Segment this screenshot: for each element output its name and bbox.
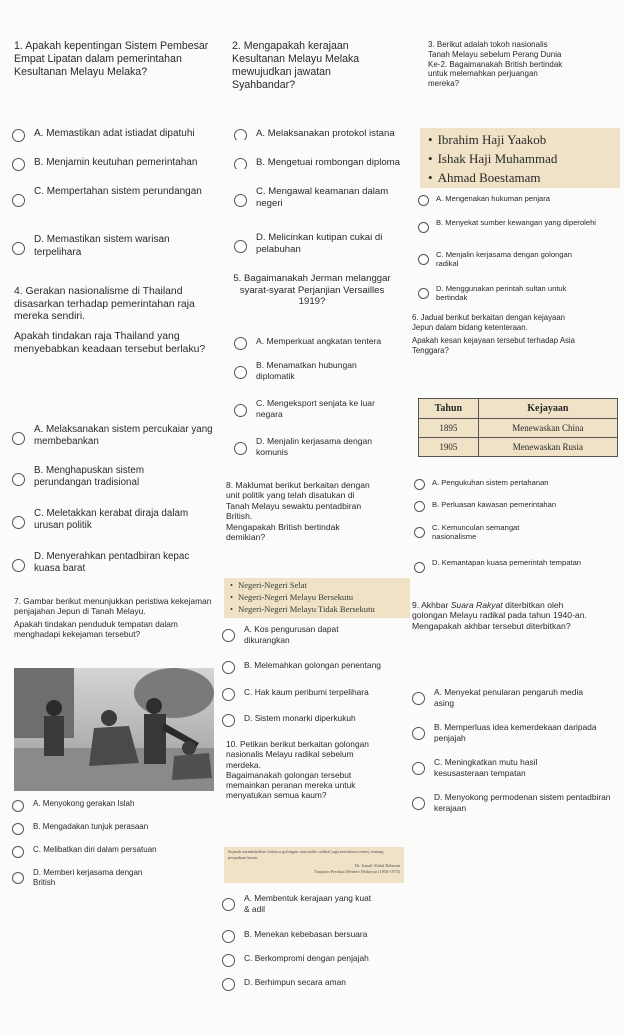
q3-option-c[interactable]: C. Menjalin kerjasama dengan golongan radikal — [418, 250, 578, 269]
q4-option-d[interactable]: D. Menyerahkan pentadbiran kepac kuasa barat — [12, 551, 217, 575]
question-1-text: 1. Apakah kepentingan Sistem Pembesar Empat Lipatan dalam pemerintahan Kesultanan Melayu Melaka? — [14, 40, 209, 78]
political-units-box — [224, 578, 410, 618]
radio-circle[interactable] — [412, 727, 425, 740]
question-9-prefix: 9. Akhbar — [412, 600, 451, 610]
q4-option-c[interactable]: C. Meletakkan kerabat diraja dalam urusan politik — [12, 508, 217, 532]
question-10-prompt: Bagaimanakah golongan tersebut memainkan peranan mereka untuk menyatukan semua kaum? — [226, 769, 356, 801]
quote-text: Sejarah membuktikan bahawa golongan nasionalis radikal juga membawa mesej tentang perpaduan kaum. — [228, 849, 384, 860]
q9-option-d[interactable]: D. Menyokong permodenan sistem pentadbiran kerajaan — [412, 792, 617, 813]
nationalist-names-box — [420, 128, 620, 188]
question-2-text: 2. Mengapakah kerajaan Kesultanan Melayu Melaka mewujudkan jawatan Syahbandar? — [232, 40, 360, 91]
q9-option-c[interactable]: C. Meningkatkan mutu hasil kesusasteraan tempatan — [412, 757, 592, 778]
photo-illustration — [14, 668, 214, 791]
radio-circle[interactable] — [222, 978, 235, 991]
table-cell: Menewaskan China — [478, 419, 617, 438]
radio-circle[interactable] — [418, 288, 429, 299]
question-4-text: 4. Gerakan nasionalisme di Thailand disasarkan terhadap pemerintahan raja mereka sendiri. — [14, 286, 195, 323]
radio-circle[interactable] — [222, 661, 235, 674]
radio-circle[interactable] — [12, 158, 25, 171]
q10-option-a[interactable]: A. Membentuk kerajaan yang kuat & adil — [222, 893, 372, 914]
question-8-text: 8. Maklumat berikut berkaitan dengan unit politik yang telah disatukan di Tanah Melayu sewaktu pentadbiran British. — [226, 480, 370, 522]
q1-option-a[interactable]: A. Memastikan adat istiadat dipatuhi — [12, 128, 222, 141]
q7-option-d[interactable]: D. Memberi kerjasama dengan British — [12, 868, 162, 888]
question-5 — [232, 273, 392, 308]
q9-option-a[interactable]: A. Menyekat penularan pengaruh media asing — [412, 687, 602, 708]
q1-option-c[interactable]: C. Mempertahan sistem perundangan — [12, 186, 202, 199]
q6-option-d[interactable]: D. Kemantapan kuasa pemerintah tempatan — [414, 558, 594, 567]
q7-option-c[interactable]: C. Melibatkan diri dalam persatuan — [12, 845, 212, 855]
question-8 — [226, 480, 376, 543]
question-7-text: 7. Gambar berikut menunjukkan peristiwa kekejaman penjajahan Jepun di Tanah Melayu. — [14, 596, 212, 617]
name-item: • Ishak Haji Muhammad — [428, 149, 620, 168]
table-cell: 1895 — [419, 419, 479, 438]
quote-source: Tinjauan Perdana Menteri Malaysia (1950-1975) — [314, 868, 400, 874]
radio-circle[interactable] — [12, 872, 24, 884]
q4-option-a[interactable]: A. Melaksanakan sistem percukaiar yang membebankan — [12, 424, 217, 448]
q1-option-d[interactable]: D. Memastikan sistem warisan terpelihara — [12, 234, 217, 259]
q6-option-b[interactable]: B. Perluasan kawasan pemerintahan — [414, 500, 619, 509]
question-7 — [14, 596, 214, 639]
q2-option-c[interactable]: C. Mengawal keamanan dalam negeri — [234, 186, 414, 210]
question-8-prompt: Mengapakah British bertindak demikian? — [226, 521, 340, 543]
radio-circle[interactable] — [12, 516, 25, 529]
radio-circle[interactable] — [12, 129, 25, 142]
radio-circle[interactable] — [12, 432, 25, 445]
radio-circle[interactable] — [234, 404, 247, 417]
radio-circle[interactable] — [234, 194, 247, 207]
q5-option-d[interactable]: D. Menjalin kerjasama dengan komunis — [234, 436, 394, 457]
q10-option-c[interactable]: C. Berkompromi dengan penjajah — [222, 953, 412, 964]
radio-circle[interactable] — [414, 562, 425, 573]
question-9-rest: diterbitkan oleh golongan Melayu radikal pada tahun 1940-an. Mengapakah akhbar tersebut diterbitkan? — [412, 600, 587, 631]
radio-circle[interactable] — [414, 527, 425, 538]
q2-option-d[interactable]: D. Melicinkan kutipan cukai di pelabuhan — [234, 232, 414, 256]
radio-circle[interactable] — [234, 158, 247, 169]
q8-option-d[interactable]: D. Sistem monarki diperkukuh — [222, 713, 412, 724]
q5-option-b[interactable]: B. Menamatkan hubungan diplomatik — [234, 360, 384, 381]
radio-circle[interactable] — [222, 629, 235, 642]
newspaper-name: Suara Rakyat — [450, 600, 503, 610]
question-3 — [428, 40, 568, 89]
japanese-occupation-photo — [14, 668, 214, 791]
q10-option-d[interactable]: D. Berhimpun secara aman — [222, 977, 412, 988]
radio-circle[interactable] — [12, 846, 24, 858]
question-7-prompt: Apakah tindakan penduduk tempatan dalam menghadapi kekejaman tersebut? — [14, 618, 178, 639]
q6-option-c[interactable]: C. Kemunculan semangat nasionalisme — [414, 523, 564, 542]
radio-circle[interactable] — [12, 559, 25, 572]
question-6-text: 6. Jadual berikut berkaitan dengan kejayaan Jepun dalam bidang ketenteraan. — [412, 313, 566, 332]
radio-circle[interactable] — [222, 898, 235, 911]
radio-circle[interactable] — [12, 473, 25, 486]
q8-option-c[interactable]: C. Hak kaum peribumi terpelihara — [222, 687, 412, 698]
radio-circle[interactable] — [222, 930, 235, 943]
q7-option-b[interactable]: B. Mengadakan tunjuk perasaan — [12, 822, 212, 832]
table-header: Kejayaan — [478, 399, 617, 419]
quote-box — [224, 847, 404, 883]
name-item: • Ibrahim Haji Yaakob — [428, 130, 620, 149]
name-item: • Ahmad Boestamam — [428, 168, 620, 187]
political-unit-item: • Negeri-Negeri Melayu Bersekutu — [230, 591, 410, 603]
radio-circle[interactable] — [234, 337, 247, 350]
question-4-prompt: Apakah tindakan raja Thailand yang menyebabkan keadaan tersebut berlaku? — [14, 331, 206, 355]
q1-option-b[interactable]: B. Menjamin keutuhan pemerintahan — [12, 157, 222, 170]
political-unit-item: • Negeri-Negeri Melayu Tidak Bersekutu — [230, 603, 410, 615]
radio-circle[interactable] — [412, 762, 425, 775]
japan-victories-table — [418, 398, 618, 457]
q7-option-a[interactable]: A. Menyokong gerakan Islah — [12, 799, 212, 809]
radio-circle[interactable] — [414, 501, 425, 512]
radio-circle[interactable] — [418, 195, 429, 206]
table-row — [419, 438, 618, 457]
question-10 — [226, 739, 386, 801]
q3-option-d[interactable]: D. Menggunakan perintah sultan untuk bertindak — [418, 284, 583, 303]
question-1 — [14, 40, 214, 79]
q4-option-b[interactable]: B. Menghapuskan sistem perundangan tradisional — [12, 465, 192, 489]
political-unit-item: • Negeri-Negeri Selat — [230, 579, 410, 591]
table-cell: 1905 — [419, 438, 479, 457]
question-6 — [412, 313, 582, 355]
q5-option-a[interactable]: A. Memperkuat angkatan tentera — [234, 336, 414, 347]
radio-circle[interactable] — [414, 479, 425, 490]
table-cell: Menewaskan Rusia — [478, 438, 617, 457]
q6-option-a[interactable]: A. Pengukuhan sistem pertahanan — [414, 478, 619, 487]
table-row — [419, 419, 618, 438]
q8-option-b[interactable]: B. Melemahkan golongan penentang — [222, 660, 412, 671]
question-6-prompt: Apakah kesan kejayaan tersebut terhadap Asia Tenggara? — [412, 336, 575, 355]
radio-circle[interactable] — [12, 800, 24, 812]
q5-option-c[interactable]: C. Mengeksport senjata ke luar negara — [234, 398, 384, 419]
q9-option-b[interactable]: B. Memperluas idea kemerdekaan daripada penjajah — [412, 722, 602, 743]
radio-circle[interactable] — [222, 688, 235, 701]
radio-circle[interactable] — [234, 129, 247, 140]
radio-circle[interactable] — [222, 954, 235, 967]
radio-circle[interactable] — [412, 692, 425, 705]
q2-option-a[interactable]: A. Melaksanakan protokol istana — [234, 128, 420, 140]
question-2 — [232, 40, 392, 92]
radio-circle[interactable] — [234, 442, 247, 455]
question-4 — [14, 286, 209, 356]
radio-circle[interactable] — [418, 222, 429, 233]
question-10-text: 10. Petikan berikut berkaitan golongan nasionalis Melayu radikal sebelum merdeka. — [226, 739, 369, 770]
radio-circle[interactable] — [412, 797, 425, 810]
question-9 — [412, 600, 592, 631]
q2-option-b[interactable]: B. Mengetuai rombongan diploma — [234, 157, 420, 169]
q3-option-b[interactable]: B. Menyekat sumber kewangan yang diperolehi — [418, 218, 618, 227]
radio-circle[interactable] — [418, 254, 429, 265]
table-header: Tahun — [419, 399, 479, 419]
q3-option-a[interactable]: A. Mengenakan hukuman penjara — [418, 194, 618, 203]
radio-circle[interactable] — [234, 240, 247, 253]
q8-option-a[interactable]: A. Kos pengurusan dapat dikurangkan — [222, 624, 372, 645]
radio-circle[interactable] — [12, 823, 24, 835]
radio-circle[interactable] — [222, 714, 235, 727]
radio-circle[interactable] — [234, 366, 247, 379]
radio-circle[interactable] — [12, 242, 25, 255]
question-5-text: 5. Bagaimanakah Jerman melanggar syarat-syarat Perjanjian Versailles 1919? — [233, 273, 391, 308]
q10-option-b[interactable]: B. Menekan kebebasan bersuara — [222, 929, 402, 940]
quote-author: Dr. Ismail Abdul Rahman — [354, 863, 400, 869]
radio-circle[interactable] — [12, 194, 25, 207]
question-3-text: 3. Berikut adalah tokoh nasionalis Tanah Melayu sebelum Perang Dunia Ke-2. Bagaimanakah British bertindak untuk melemahkan perjuangan mereka? — [428, 40, 563, 88]
